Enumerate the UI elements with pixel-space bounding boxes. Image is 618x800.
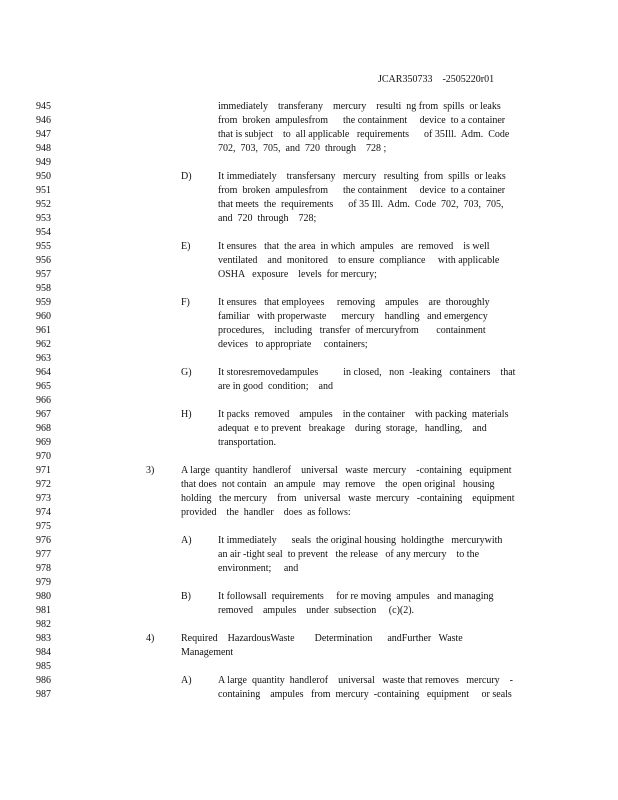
line-text: It packs removed ampules in the container with packing materials bbox=[218, 409, 509, 420]
line-number: 968 bbox=[36, 423, 51, 434]
line-text: A large quantity handlerof universal waste mercury -containing equipment bbox=[181, 465, 512, 476]
list-marker: A) bbox=[181, 535, 192, 546]
line-number: 957 bbox=[36, 269, 51, 280]
list-marker: 3) bbox=[146, 465, 155, 476]
line-text: Required HazardousWaste Determination andFurther Waste bbox=[181, 633, 463, 644]
line-number: 954 bbox=[36, 227, 51, 238]
line-number: 960 bbox=[36, 311, 51, 322]
list-marker: H) bbox=[181, 409, 192, 420]
line-number: 978 bbox=[36, 563, 51, 574]
line-number: 951 bbox=[36, 185, 51, 196]
line-number: 982 bbox=[36, 619, 51, 630]
line-number: 948 bbox=[36, 143, 51, 154]
line-number: 971 bbox=[36, 465, 51, 476]
line-number: 981 bbox=[36, 605, 51, 616]
line-text: It followsall requirements for re moving ampules and managing bbox=[218, 591, 494, 602]
line-text: holding the mercury from universal waste mercury -containing equipment bbox=[181, 493, 515, 504]
line-text: transportation. bbox=[218, 437, 277, 448]
line-text: procedures, including transfer of mercuryfrom containment bbox=[218, 325, 486, 336]
line-text: familiar with properwaste mercury handling and emergency bbox=[218, 311, 488, 322]
document-header bbox=[378, 74, 494, 85]
line-number: 953 bbox=[36, 213, 51, 224]
line-number: 965 bbox=[36, 381, 51, 392]
line-number: 961 bbox=[36, 325, 51, 336]
line-text: containing ampules from mercury -containing equipment or seals bbox=[218, 689, 512, 700]
line-number: 946 bbox=[36, 115, 51, 126]
line-number: 962 bbox=[36, 339, 51, 350]
line-text: from broken ampulesfrom the containment device to a container bbox=[218, 115, 506, 126]
line-number: 975 bbox=[36, 521, 51, 532]
list-marker: 4) bbox=[146, 633, 155, 644]
line-number: 945 bbox=[36, 101, 51, 112]
line-text: ventilated and monitored to ensure compliance with applicable bbox=[218, 255, 500, 266]
line-number: 983 bbox=[36, 633, 51, 644]
line-number: 966 bbox=[36, 395, 51, 406]
list-marker: F) bbox=[181, 297, 190, 308]
line-number: 958 bbox=[36, 283, 51, 294]
list-marker: D) bbox=[181, 171, 192, 182]
document-revision: -2505220r01 bbox=[442, 74, 495, 85]
line-number: 967 bbox=[36, 409, 51, 420]
line-number: 947 bbox=[36, 129, 51, 140]
list-marker: A) bbox=[181, 675, 192, 686]
line-text: that is subject to all applicable requirements of 35Ill. Adm. Code bbox=[218, 129, 510, 140]
line-number: 970 bbox=[36, 451, 51, 462]
line-number: 969 bbox=[36, 437, 51, 448]
line-number: 972 bbox=[36, 479, 51, 490]
line-number: 977 bbox=[36, 549, 51, 560]
line-number: 985 bbox=[36, 661, 51, 672]
line-text: that does not contain an ampule may remove the open original housing bbox=[181, 479, 495, 490]
line-number: 974 bbox=[36, 507, 51, 518]
line-number: 979 bbox=[36, 577, 51, 588]
document-id: JCAR350733 bbox=[378, 74, 433, 85]
line-text: that meets the requirements of 35 Ill. Adm. Code 702, 703, 705, bbox=[218, 199, 504, 210]
line-number: 955 bbox=[36, 241, 51, 252]
line-text: OSHA exposure levels for mercury; bbox=[218, 269, 377, 280]
line-text: an air -tight seal to prevent the release of any mercury to the bbox=[218, 549, 480, 560]
line-number: 949 bbox=[36, 157, 51, 168]
line-number: 973 bbox=[36, 493, 51, 504]
line-number: 976 bbox=[36, 535, 51, 546]
list-marker: B) bbox=[181, 591, 191, 602]
list-marker: G) bbox=[181, 367, 192, 378]
line-number: 950 bbox=[36, 171, 51, 182]
line-number: 956 bbox=[36, 255, 51, 266]
line-text: A large quantity handlerof universal waste that removes mercury - bbox=[218, 675, 514, 686]
line-text: It immediately transfersany mercury resulting from spills or leaks bbox=[218, 171, 506, 182]
line-text: It ensures that employees removing ampules are thoroughly bbox=[218, 297, 490, 308]
line-number: 964 bbox=[36, 367, 51, 378]
line-text: It immediately seals the original housing holdingthe mercurywith bbox=[218, 535, 503, 546]
line-number: 980 bbox=[36, 591, 51, 602]
line-text: are in good condition; and bbox=[218, 381, 333, 392]
list-marker: E) bbox=[181, 241, 191, 252]
line-text: adequat e to prevent breakage during storage, handling, and bbox=[218, 423, 487, 434]
line-text: immediately transferany mercury resulti ng from spills or leaks bbox=[218, 101, 501, 112]
line-number: 952 bbox=[36, 199, 51, 210]
line-text: It ensures that the area in which ampules are removed is well bbox=[218, 241, 490, 252]
line-text: removed ampules under subsection (c)(2). bbox=[218, 605, 415, 616]
line-text: devices to appropriate containers; bbox=[218, 339, 368, 350]
line-text: Management bbox=[181, 647, 234, 658]
line-text: 702, 703, 705, and 720 through 728 ; bbox=[218, 143, 387, 154]
line-number: 986 bbox=[36, 675, 51, 686]
line-text: environment; and bbox=[218, 563, 299, 574]
line-text: from broken ampulesfrom the containment device to a container bbox=[218, 185, 506, 196]
line-number: 959 bbox=[36, 297, 51, 308]
line-number: 984 bbox=[36, 647, 51, 658]
line-text: It storesremovedampules in closed, non -leaking containers that bbox=[218, 367, 516, 378]
line-text: and 720 through 728; bbox=[218, 213, 317, 224]
line-number: 987 bbox=[36, 689, 51, 700]
line-text: provided the handler does as follows: bbox=[181, 507, 351, 518]
line-number: 963 bbox=[36, 353, 51, 364]
